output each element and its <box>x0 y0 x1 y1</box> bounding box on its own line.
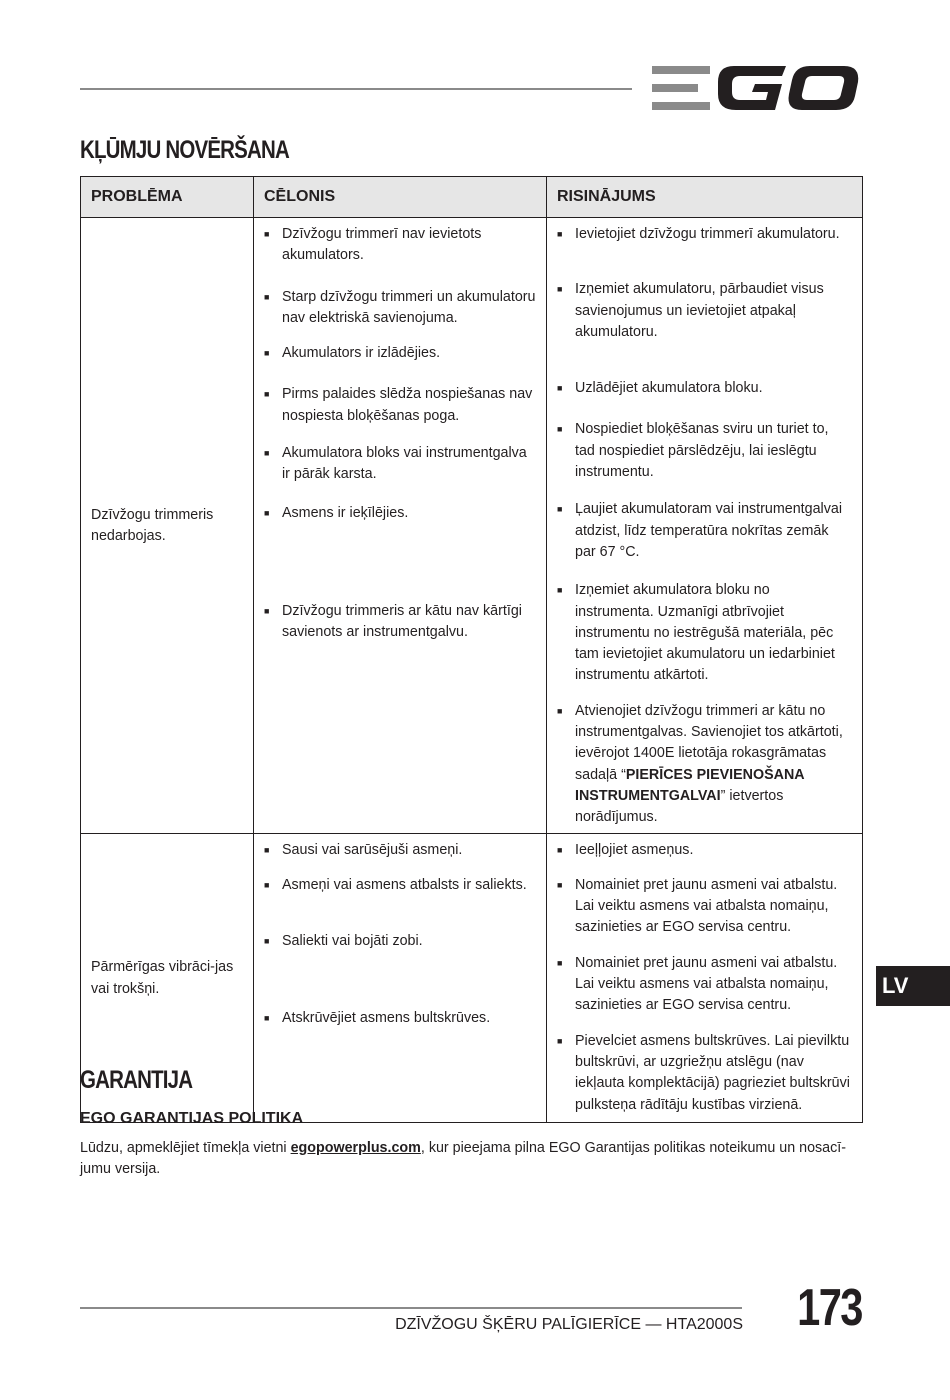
list-item <box>264 343 536 364</box>
square-bullet-icon: ■ <box>557 284 563 295</box>
solution-text: Izņemiet akumulatoru, pārbaudiet visus savienojumus un ievietojiet atpakaļ akumulatoru. <box>575 281 824 340</box>
list-item <box>557 419 852 483</box>
solution-text-part: Atvienojiet dzīvžogu trimmeri ar kātu no instrumentgalvas. Savienojiet tos atkārtoti, ievērojot 1400E lietotāja rokasgrāmatas sadaļā “ <box>575 702 843 783</box>
column-header-solution: RISINĀJUMS <box>547 177 863 218</box>
list-item <box>557 499 852 563</box>
solution-text-part: ” ietvertos norādījumus. <box>575 787 784 826</box>
list-item <box>264 601 536 644</box>
square-bullet-icon: ■ <box>557 1035 563 1046</box>
problem-cell: Pārmērīgas vibrāci-jas vai trokšņi. <box>81 833 254 1122</box>
solution-text: Ievietojiet dzīvžogu trimmerī akumulatoru. <box>575 226 840 242</box>
solution-text: Nospiediet bloķēšanas sviru un turiet to, tad nospiediet pārslēdzēju, lai ieslēgtu instrumentu. <box>575 421 829 481</box>
solution-cell <box>547 218 863 834</box>
list-item <box>557 279 852 343</box>
list-item <box>557 701 852 829</box>
cause-text: Sausi vai sarūsējuši asmeņi. <box>282 841 463 858</box>
solution-cell <box>547 833 863 1122</box>
solution-text: Nomainiet pret jaunu asmeni vai atbalstu. Lai veiktu asmens vai atbalsta nomaiņu, sazinieties ar EGO servisa centru. <box>575 876 838 936</box>
square-bullet-icon: ■ <box>557 424 563 435</box>
square-bullet-icon: ■ <box>557 585 563 596</box>
list-item <box>264 931 536 952</box>
cause-text: Starp dzīvžogu trimmeri un akumulatoru nav elektriskā savienojuma. <box>282 288 536 326</box>
list-item <box>557 224 852 245</box>
cause-text: Dzīvžogu trimmeris ar kātu nav kārtīgi savienots ar instrumentgalvu. <box>282 602 522 641</box>
solution-text: Uzlādējiet akumulatora bloku. <box>575 380 763 397</box>
solution-text: Nomainiet pret jaunu asmeni vai atbalstu. Lai veiktu asmens vai atbalsta nomaiņu, sazinieties ar EGO servisa centru. <box>575 954 838 1014</box>
list-item <box>557 875 852 939</box>
footer-title: DZĪVŽOGU ŠĶĒRU PALĪGIERĪCE — HTA2000S <box>395 1316 743 1333</box>
cause-text: Asmeņi vai asmens atbalsts ir saliekts. <box>282 876 527 893</box>
list-item <box>557 580 852 686</box>
cause-text: Akumulatora bloks vai instrumentgalva ir pārāk karsta. <box>282 445 527 483</box>
square-bullet-icon: ■ <box>557 504 563 515</box>
square-bullet-icon: ■ <box>264 1013 270 1024</box>
list-item <box>264 384 536 427</box>
list-item <box>264 1008 536 1029</box>
column-header-problem: PROBLĒMA <box>81 177 254 218</box>
cause-text: Dzīvžogu trimmerī nav ievietots akumulators. <box>282 226 482 264</box>
list-item <box>264 443 536 486</box>
square-bullet-icon: ■ <box>557 879 563 890</box>
warranty-subtitle: EGO GARANTIJAS POLITIKA <box>80 1110 304 1127</box>
troubleshooting-title: KĻŪMJU NOVĒRŠANA <box>80 136 289 164</box>
square-bullet-icon: ■ <box>557 844 563 855</box>
square-bullet-icon: ■ <box>264 389 270 400</box>
square-bullet-icon: ■ <box>264 879 270 890</box>
table-row <box>81 833 863 1122</box>
warranty-title: GARANTIJA <box>80 1066 193 1094</box>
solution-text: Izņemiet akumulatora bloku no instrumenta. Uzmanīgi atbrīvojiet instrumentu no iestrēgušā materiāla, pēc tam ievietojiet akumulatoru un iedarbiniet instrumentu atkārtoti. <box>575 582 835 684</box>
cause-text: Asmens ir ieķīlējies. <box>282 504 409 521</box>
warranty-text: Lūdzu, apmeklējiet tīmekļa vietni <box>80 1140 291 1156</box>
square-bullet-icon: ■ <box>264 448 270 459</box>
solution-text: Pievelciet asmens bultskrūves. Lai pievilktu bultskrūvi, ar uzgriežņu atslēgu (nav iekļauta komplektācijā) pagrieziet bultskrūvi pulksteņa rādītāju kustības virzienā. <box>575 1032 850 1113</box>
list-item <box>264 287 536 330</box>
square-bullet-icon: ■ <box>264 507 270 518</box>
cause-text: Pirms palaides slēdža nospiešanas nav nospiesta bloķēšanas poga. <box>282 386 533 424</box>
solution-text <box>575 701 852 829</box>
column-header-cause: CĒLONIS <box>254 177 547 218</box>
list-item <box>557 953 852 1017</box>
list-item <box>264 224 536 267</box>
square-bullet-icon: ■ <box>264 605 270 616</box>
cause-text: Atskrūvējiet asmens bultskrūves. <box>282 1010 491 1027</box>
solution-text: Ieeļļojiet asmeņus. <box>575 841 694 858</box>
table-row <box>81 218 863 834</box>
list-item <box>264 503 536 524</box>
square-bullet-icon: ■ <box>264 936 270 947</box>
solution-emphasis: PIERĪCES PIEVIENOŠANA INSTRUMENTGALVAI <box>575 766 805 804</box>
list-item <box>264 875 536 896</box>
square-bullet-icon: ■ <box>264 844 270 855</box>
language-tab: LV <box>876 966 950 1006</box>
solution-text: Ļaujiet akumulatoram vai instrumentgalvai atdzist, līdz temperatūra nokrītas zemāk par 67 °C. <box>575 501 843 560</box>
cause-cell <box>254 218 547 834</box>
troubleshooting-table <box>80 176 863 1123</box>
problem-cell: Dzīvžogu trimmeris nedarbojas. <box>81 218 254 834</box>
header-rule <box>80 88 632 90</box>
square-bullet-icon: ■ <box>264 291 270 302</box>
warranty-paragraph <box>80 1138 863 1181</box>
square-bullet-icon: ■ <box>557 229 563 239</box>
square-bullet-icon: ■ <box>557 383 563 394</box>
warranty-link[interactable]: egopowerplus.com <box>290 1140 421 1156</box>
list-item <box>557 840 852 861</box>
list-item <box>557 378 852 399</box>
square-bullet-icon: ■ <box>557 957 563 968</box>
footer-rule <box>80 1307 742 1309</box>
page-number: 173 <box>797 1279 862 1337</box>
square-bullet-icon: ■ <box>264 229 270 239</box>
square-bullet-icon: ■ <box>557 705 563 716</box>
cause-text: Akumulators ir izlādējies. <box>282 345 441 362</box>
cause-cell <box>254 833 547 1122</box>
square-bullet-icon: ■ <box>264 348 270 359</box>
list-item <box>557 1031 852 1116</box>
list-item <box>264 840 536 861</box>
warranty-text: , kur pieejama pilna EGO Garantijas politikas noteikumu un nosacī-jumu versija. <box>80 1140 847 1178</box>
ego-logo <box>648 62 862 114</box>
cause-text: Saliekti vai bojāti zobi. <box>282 933 423 950</box>
